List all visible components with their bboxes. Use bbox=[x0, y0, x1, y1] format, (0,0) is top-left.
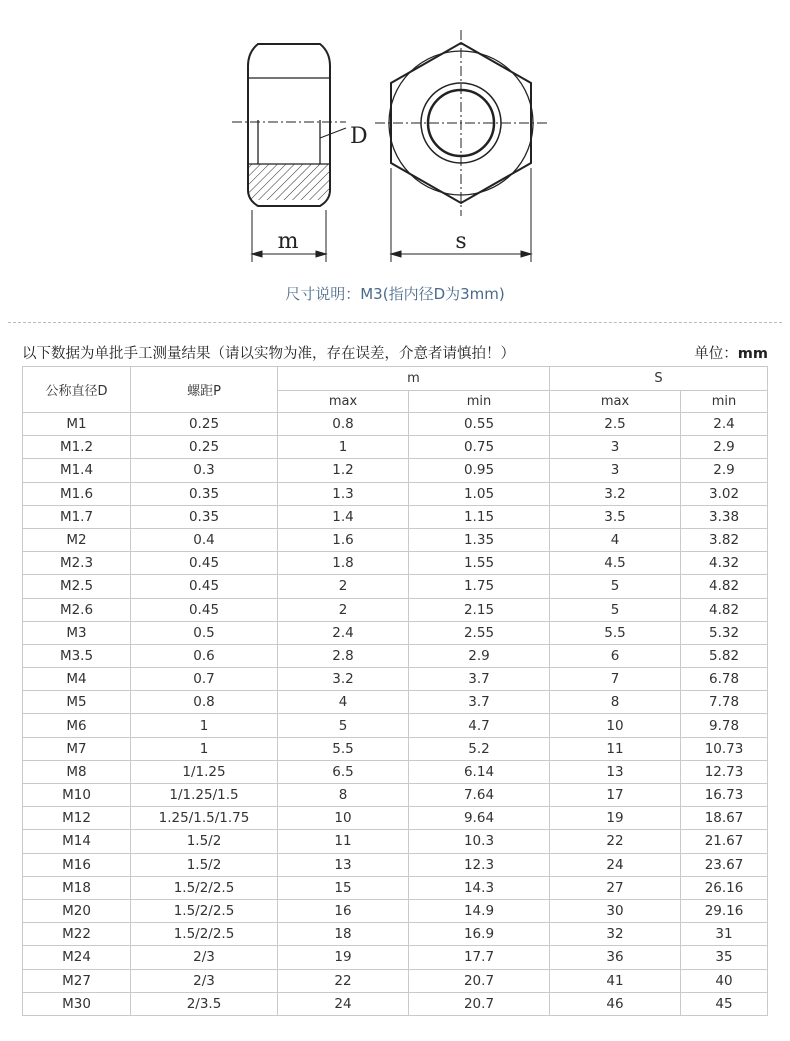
cell-m-max: 1.2 bbox=[278, 459, 409, 482]
header-m-max: max bbox=[278, 391, 409, 413]
cell-m-min: 20.7 bbox=[409, 992, 550, 1015]
header-s-min: min bbox=[681, 391, 768, 413]
cell-pitch: 1/1.25 bbox=[131, 760, 278, 783]
cell-s-min: 16.73 bbox=[681, 784, 768, 807]
cell-s-min: 4.32 bbox=[681, 552, 768, 575]
cell-m-min: 1.55 bbox=[409, 552, 550, 575]
cell-s-min: 9.78 bbox=[681, 714, 768, 737]
cell-nominal: M27 bbox=[23, 969, 131, 992]
cell-nominal: M3 bbox=[23, 621, 131, 644]
cell-nominal: M10 bbox=[23, 784, 131, 807]
table-row bbox=[23, 482, 768, 505]
header-s-max: max bbox=[550, 391, 681, 413]
cell-nominal: M20 bbox=[23, 899, 131, 922]
cell-s-max: 19 bbox=[550, 807, 681, 830]
table-row bbox=[23, 644, 768, 667]
hex-nut-drawing bbox=[0, 0, 790, 275]
cell-m-max: 1.4 bbox=[278, 505, 409, 528]
cell-nominal: M30 bbox=[23, 992, 131, 1015]
cell-nominal: M24 bbox=[23, 946, 131, 969]
cell-m-min: 17.7 bbox=[409, 946, 550, 969]
table-row bbox=[23, 946, 768, 969]
cell-nominal: M22 bbox=[23, 923, 131, 946]
dimension-caption: 尺寸说明：M3(指内径D为3mm) bbox=[285, 285, 505, 303]
cell-s-max: 41 bbox=[550, 969, 681, 992]
cell-pitch: 0.45 bbox=[131, 552, 278, 575]
header-nominal-diameter: 公称直径D bbox=[23, 367, 131, 413]
cell-s-max: 30 bbox=[550, 899, 681, 922]
diameter-label: D bbox=[350, 124, 368, 149]
cell-s-min: 2.9 bbox=[681, 436, 768, 459]
cell-pitch: 2/3 bbox=[131, 946, 278, 969]
cell-nominal: M6 bbox=[23, 714, 131, 737]
cell-pitch: 1.25/1.5/1.75 bbox=[131, 807, 278, 830]
unit-value: mm bbox=[737, 346, 768, 362]
cell-m-min: 20.7 bbox=[409, 969, 550, 992]
cell-pitch: 1 bbox=[131, 714, 278, 737]
cell-s-max: 4 bbox=[550, 528, 681, 551]
cell-s-max: 24 bbox=[550, 853, 681, 876]
cell-nominal: M2.5 bbox=[23, 575, 131, 598]
table-row bbox=[23, 505, 768, 528]
cell-m-max: 15 bbox=[278, 876, 409, 899]
cell-s-max: 36 bbox=[550, 946, 681, 969]
cell-nominal: M1.6 bbox=[23, 482, 131, 505]
s-label: s bbox=[455, 229, 467, 254]
cell-m-min: 3.7 bbox=[409, 691, 550, 714]
cell-m-max: 1.6 bbox=[278, 528, 409, 551]
cell-nominal: M8 bbox=[23, 760, 131, 783]
table-row bbox=[23, 760, 768, 783]
cell-s-max: 32 bbox=[550, 923, 681, 946]
table-row bbox=[23, 853, 768, 876]
cell-m-max: 1 bbox=[278, 436, 409, 459]
cell-nominal: M5 bbox=[23, 691, 131, 714]
table-row bbox=[23, 413, 768, 436]
cell-s-min: 5.32 bbox=[681, 621, 768, 644]
cell-nominal: M2 bbox=[23, 528, 131, 551]
cell-m-min: 0.55 bbox=[409, 413, 550, 436]
cell-s-max: 3 bbox=[550, 459, 681, 482]
cell-s-min: 4.82 bbox=[681, 575, 768, 598]
cell-m-max: 1.3 bbox=[278, 482, 409, 505]
cell-s-max: 3.5 bbox=[550, 505, 681, 528]
header-s: S bbox=[550, 367, 768, 391]
cell-m-max: 2 bbox=[278, 575, 409, 598]
cell-pitch: 1.5/2/2.5 bbox=[131, 899, 278, 922]
cell-nominal: M18 bbox=[23, 876, 131, 899]
table-row bbox=[23, 784, 768, 807]
cell-s-max: 5.5 bbox=[550, 621, 681, 644]
cell-nominal: M1.7 bbox=[23, 505, 131, 528]
cell-s-max: 3 bbox=[550, 436, 681, 459]
table-row bbox=[23, 668, 768, 691]
cell-m-min: 2.15 bbox=[409, 598, 550, 621]
cell-nominal: M12 bbox=[23, 807, 131, 830]
cell-pitch: 0.25 bbox=[131, 413, 278, 436]
unit-prefix: 单位： bbox=[694, 346, 738, 362]
cell-m-max: 11 bbox=[278, 830, 409, 853]
cell-m-max: 13 bbox=[278, 853, 409, 876]
cell-m-min: 1.75 bbox=[409, 575, 550, 598]
header-m-min: min bbox=[409, 391, 550, 413]
cell-s-min: 29.16 bbox=[681, 899, 768, 922]
cell-pitch: 0.25 bbox=[131, 436, 278, 459]
cell-s-max: 3.2 bbox=[550, 482, 681, 505]
cell-m-min: 2.9 bbox=[409, 644, 550, 667]
cell-s-min: 3.82 bbox=[681, 528, 768, 551]
cell-s-max: 4.5 bbox=[550, 552, 681, 575]
cell-m-max: 8 bbox=[278, 784, 409, 807]
dashed-divider bbox=[8, 322, 782, 323]
table-row bbox=[23, 969, 768, 992]
cell-m-max: 2 bbox=[278, 598, 409, 621]
cell-s-min: 21.67 bbox=[681, 830, 768, 853]
table-row bbox=[23, 899, 768, 922]
table-row bbox=[23, 598, 768, 621]
cell-m-max: 24 bbox=[278, 992, 409, 1015]
cell-s-min: 2.4 bbox=[681, 413, 768, 436]
cell-pitch: 1.5/2 bbox=[131, 830, 278, 853]
cell-m-min: 1.15 bbox=[409, 505, 550, 528]
cell-s-min: 2.9 bbox=[681, 459, 768, 482]
spec-table bbox=[22, 366, 768, 1016]
cell-pitch: 0.45 bbox=[131, 575, 278, 598]
cell-m-max: 3.2 bbox=[278, 668, 409, 691]
cell-s-min: 31 bbox=[681, 923, 768, 946]
cell-pitch: 0.45 bbox=[131, 598, 278, 621]
cell-s-min: 23.67 bbox=[681, 853, 768, 876]
table-row bbox=[23, 807, 768, 830]
cell-pitch: 1.5/2 bbox=[131, 853, 278, 876]
cell-nominal: M4 bbox=[23, 668, 131, 691]
cell-pitch: 0.35 bbox=[131, 482, 278, 505]
cell-s-max: 22 bbox=[550, 830, 681, 853]
cell-s-max: 11 bbox=[550, 737, 681, 760]
cell-m-min: 0.95 bbox=[409, 459, 550, 482]
cell-pitch: 1/1.25/1.5 bbox=[131, 784, 278, 807]
table-row bbox=[23, 436, 768, 459]
cell-pitch: 0.3 bbox=[131, 459, 278, 482]
cell-nominal: M1.4 bbox=[23, 459, 131, 482]
cell-s-min: 12.73 bbox=[681, 760, 768, 783]
cell-nominal: M1.2 bbox=[23, 436, 131, 459]
cell-m-min: 5.2 bbox=[409, 737, 550, 760]
measurement-note: 以下数据为单批手工测量结果（请以实物为准，存在误差，介意者请慎拍！） bbox=[22, 346, 515, 362]
cell-m-min: 7.64 bbox=[409, 784, 550, 807]
cell-s-min: 6.78 bbox=[681, 668, 768, 691]
cell-m-min: 1.05 bbox=[409, 482, 550, 505]
cell-pitch: 0.35 bbox=[131, 505, 278, 528]
cell-m-max: 2.4 bbox=[278, 621, 409, 644]
table-row bbox=[23, 714, 768, 737]
cell-s-max: 6 bbox=[550, 644, 681, 667]
cell-m-min: 6.14 bbox=[409, 760, 550, 783]
table-row bbox=[23, 621, 768, 644]
header-pitch: 螺距P bbox=[131, 367, 278, 413]
cell-s-max: 7 bbox=[550, 668, 681, 691]
cell-nominal: M2.3 bbox=[23, 552, 131, 575]
cell-pitch: 0.4 bbox=[131, 528, 278, 551]
cell-pitch: 0.7 bbox=[131, 668, 278, 691]
unit-label bbox=[694, 342, 768, 363]
cell-s-min: 45 bbox=[681, 992, 768, 1015]
spec-table-body bbox=[23, 413, 768, 1016]
cell-pitch: 1 bbox=[131, 737, 278, 760]
table-row bbox=[23, 691, 768, 714]
cell-m-min: 4.7 bbox=[409, 714, 550, 737]
cell-m-max: 1.8 bbox=[278, 552, 409, 575]
cell-m-min: 16.9 bbox=[409, 923, 550, 946]
cell-s-min: 7.78 bbox=[681, 691, 768, 714]
cell-m-min: 0.75 bbox=[409, 436, 550, 459]
cell-s-max: 27 bbox=[550, 876, 681, 899]
table-row bbox=[23, 528, 768, 551]
cell-s-max: 2.5 bbox=[550, 413, 681, 436]
cell-s-min: 26.16 bbox=[681, 876, 768, 899]
cell-s-max: 13 bbox=[550, 760, 681, 783]
cell-s-max: 5 bbox=[550, 598, 681, 621]
cell-m-min: 12.3 bbox=[409, 853, 550, 876]
table-row bbox=[23, 830, 768, 853]
cell-m-min: 3.7 bbox=[409, 668, 550, 691]
cell-nominal: M14 bbox=[23, 830, 131, 853]
table-row bbox=[23, 459, 768, 482]
table-row bbox=[23, 923, 768, 946]
cell-pitch: 0.6 bbox=[131, 644, 278, 667]
table-row bbox=[23, 992, 768, 1015]
cell-m-max: 0.8 bbox=[278, 413, 409, 436]
cell-s-min: 4.82 bbox=[681, 598, 768, 621]
side-view bbox=[248, 44, 330, 206]
cell-m-max: 4 bbox=[278, 691, 409, 714]
cell-s-min: 18.67 bbox=[681, 807, 768, 830]
table-row bbox=[23, 552, 768, 575]
cell-m-max: 18 bbox=[278, 923, 409, 946]
cell-s-min: 40 bbox=[681, 969, 768, 992]
cell-m-min: 10.3 bbox=[409, 830, 550, 853]
cell-s-max: 5 bbox=[550, 575, 681, 598]
cell-m-max: 5 bbox=[278, 714, 409, 737]
cell-nominal: M1 bbox=[23, 413, 131, 436]
m-label: m bbox=[277, 229, 299, 254]
cell-s-max: 17 bbox=[550, 784, 681, 807]
cell-m-min: 14.9 bbox=[409, 899, 550, 922]
cell-s-max: 10 bbox=[550, 714, 681, 737]
cell-s-max: 46 bbox=[550, 992, 681, 1015]
cell-s-max: 8 bbox=[550, 691, 681, 714]
header-m: m bbox=[278, 367, 550, 391]
table-row bbox=[23, 575, 768, 598]
cell-s-min: 3.02 bbox=[681, 482, 768, 505]
cell-pitch: 2/3 bbox=[131, 969, 278, 992]
cell-pitch: 0.5 bbox=[131, 621, 278, 644]
cell-s-min: 10.73 bbox=[681, 737, 768, 760]
cell-m-min: 1.35 bbox=[409, 528, 550, 551]
cell-m-max: 10 bbox=[278, 807, 409, 830]
cell-s-min: 3.38 bbox=[681, 505, 768, 528]
cell-s-min: 5.82 bbox=[681, 644, 768, 667]
cell-m-max: 6.5 bbox=[278, 760, 409, 783]
cell-pitch: 0.8 bbox=[131, 691, 278, 714]
cell-m-max: 22 bbox=[278, 969, 409, 992]
cell-pitch: 1.5/2/2.5 bbox=[131, 876, 278, 899]
cell-nominal: M2.6 bbox=[23, 598, 131, 621]
cell-m-max: 2.8 bbox=[278, 644, 409, 667]
cell-nominal: M16 bbox=[23, 853, 131, 876]
table-row bbox=[23, 876, 768, 899]
cell-s-min: 35 bbox=[681, 946, 768, 969]
cell-nominal: M3.5 bbox=[23, 644, 131, 667]
cell-m-max: 5.5 bbox=[278, 737, 409, 760]
cell-nominal: M7 bbox=[23, 737, 131, 760]
cell-m-min: 9.64 bbox=[409, 807, 550, 830]
cell-m-min: 14.3 bbox=[409, 876, 550, 899]
cell-pitch: 1.5/2/2.5 bbox=[131, 923, 278, 946]
cell-m-max: 16 bbox=[278, 899, 409, 922]
table-row bbox=[23, 737, 768, 760]
cell-m-min: 2.55 bbox=[409, 621, 550, 644]
cell-m-max: 19 bbox=[278, 946, 409, 969]
cell-pitch: 2/3.5 bbox=[131, 992, 278, 1015]
